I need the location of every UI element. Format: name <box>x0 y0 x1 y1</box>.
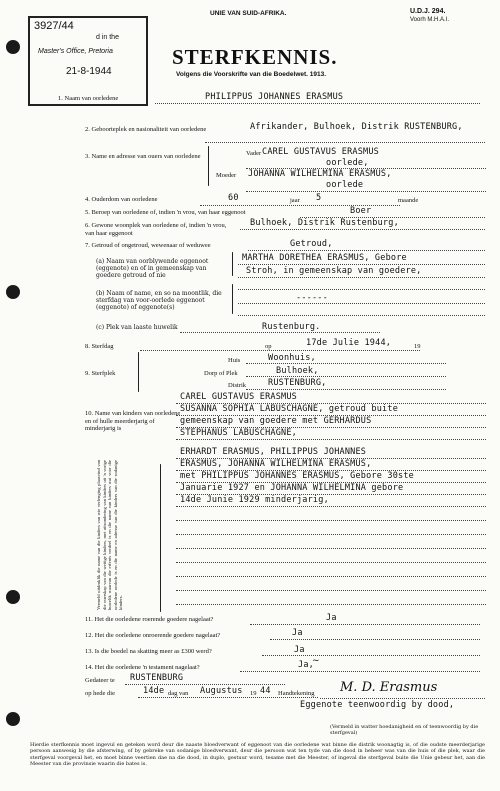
dotted-line <box>238 264 485 265</box>
dotted-line <box>240 671 480 672</box>
field-12-value: Ja <box>292 628 303 638</box>
age-years: 60 <box>228 193 239 203</box>
dotted-line <box>270 639 480 640</box>
field-14-value: Ja, <box>298 660 314 670</box>
punch-hole <box>6 285 20 299</box>
years-label: jaar <box>290 197 300 204</box>
field-9-label: 9. Sterfplek <box>85 370 116 377</box>
dotted-line <box>246 191 486 192</box>
year-prefix: 19 <box>250 690 257 697</box>
child-line: 14de Junie 1929 minderjarig, <box>180 495 329 505</box>
children-note: Vermeld uitdruklik die name van die kinders van wie verlenging plaasvind van die ouerskap van die wettige kinders, met uitsondering van kinders uit 'n vorige huwelik waarvan die erfenis verdeel is en die name van kinders wat voor die oorledene oorlede is en die name en adresse van die kinders van die sodanige kinders. <box>96 460 124 610</box>
field-3-label: 3. Name en adresse van ouers van oorledene <box>85 153 201 160</box>
page-title: STERFKENNIS. <box>172 45 338 69</box>
dotted-line <box>176 482 486 483</box>
child-line: ERHARDT ERASMUS, PHILIPPUS JOHANNES <box>180 447 367 457</box>
brace <box>208 146 209 186</box>
dotted-line <box>176 458 486 459</box>
punch-hole <box>6 590 20 604</box>
punch-hole <box>6 712 20 726</box>
dotted-line <box>176 604 486 605</box>
dotted-line <box>176 415 486 416</box>
day-value: 14de <box>143 686 165 696</box>
capacity-value: Eggenote teenwoordig by dood, <box>300 700 455 710</box>
day-label: op hede die <box>85 690 115 697</box>
field-5-label: 5. Beroep van oorledene of, indien 'n vrou, van haar eggenoot <box>85 209 246 216</box>
dotted-line <box>248 250 485 251</box>
field-13-label: 13. Is die boedel na skatting meer as £300 werd? <box>85 648 212 655</box>
brace <box>232 252 233 276</box>
field-2-label: 2. Geboorteplek en nasionaliteit van oorledene <box>85 126 207 133</box>
field-7a-value-1: MARTHA DORETHEA ERASMUS, Gebore <box>242 253 407 263</box>
field-6-label: 6. Gewone woonplek van oorledene of, indien 'n vrou, van haar eggenoot <box>85 222 227 237</box>
child-line: SUSANNA SOPHIA LABUSCHAGNE, getroud buite <box>180 404 399 414</box>
child-line: met PHILIPPUS JOHANNES ERASMUS, Gebore 30ste <box>180 471 414 481</box>
field-8-label: 8. Sterfdag <box>85 343 114 350</box>
field-7b-label: (b) Naam of name, en so na moontlik, die sterfdag van voor-oorlede eggenoot (eggenote) of eggenote(s) <box>96 290 222 311</box>
month-value: Augustus <box>200 686 243 696</box>
dotted-line <box>176 494 486 495</box>
brace <box>160 464 161 612</box>
field-8-value: 17de Julie 1944, <box>306 338 392 348</box>
field-7c-label: (c) Plek van laaste huwelik <box>96 324 178 331</box>
form-code: U.D.J. 294. <box>410 8 446 15</box>
stamp-office: Master's Office, Pretoria <box>38 48 113 55</box>
dotted-line <box>246 376 446 377</box>
district-label: Distrik <box>228 382 247 389</box>
dotted-line <box>140 350 420 351</box>
field-13-value: Ja <box>294 645 305 655</box>
dotted-line <box>180 332 380 333</box>
dotted-line <box>176 590 486 591</box>
age-months: 5 <box>316 193 322 203</box>
dotted-line <box>238 315 485 316</box>
brace <box>138 352 139 392</box>
field-11-value: Ja <box>326 613 337 623</box>
footer-instructions: Hierdie sterfkennis moet ingevul en geteken word deur die naaste bloedverwant of eggenoot van die oorledene wat binne die distrik woonagtig is, of die oudste meerderjarige persoon aanwesig by die afsterwing, of by gebreke van sodanige bloedverwant, deur die persoon wat ten tyde van die dood in beheer was van die huis of die plek, waar die sterfgeval voorgeval het, en moet binne veertien dae na die dood, in duplo, gestuur word, tesame met die Meester, of ingeval die sterfgeval buite die Unie gebeur het, aan die Meester van die provinsie waarin die bates is. <box>30 742 485 767</box>
child-line: ERASMUS, JOHANNA WILHELMINA ERASMUS, <box>180 459 372 469</box>
dotted-line <box>125 684 285 685</box>
child-line: Januarie 1927 en JOHANNA WILHELMINA gebore <box>180 483 404 493</box>
dotted-line <box>176 576 486 577</box>
field-7-label: 7. Getroud of ongetroud, wewenaar of weduwee <box>85 242 211 249</box>
dotted-line <box>176 562 486 563</box>
dotted-line <box>238 303 485 304</box>
page-subtitle: Volgens die Voorskrifte van die Boedelwet. 1913. <box>176 71 327 78</box>
field-1-value: PHILIPPUS JOHANNES ERASMUS <box>205 92 344 102</box>
masters-office-stamp <box>28 16 148 106</box>
field-1-label: 1. Naam van oorledene <box>58 95 119 102</box>
union-header: UNIE VAN SUID-AFRIKA. <box>210 10 287 17</box>
field-10-label: 10. Name van kinders van oorledene en of hulle meerderjarig of minderjarig is <box>85 410 181 432</box>
dotted-line <box>138 697 318 698</box>
dotted-line <box>240 229 485 230</box>
dotted-line <box>176 548 486 549</box>
mother-label: Moeder <box>216 172 237 179</box>
stamp-date: 21-8-1944 <box>66 66 112 77</box>
form-code-previous: Voorh M.H.A.I. <box>410 17 450 23</box>
dotted-line <box>176 470 486 471</box>
father-status: oorlede, <box>326 158 369 168</box>
dotted-line <box>320 698 485 699</box>
town-value: Bulhoek, <box>276 366 319 376</box>
testament-annotation: ~ <box>312 656 320 666</box>
field-4-label: 4. Ouderdom van oorledene <box>85 196 158 203</box>
dotted-line <box>176 427 486 428</box>
child-line: CAREL GUSTAVUS ERASMUS <box>180 392 297 402</box>
house-label: Huis <box>228 357 241 364</box>
stamp-number: 3927/44 <box>34 20 74 32</box>
stamp-line: d in the <box>96 34 119 41</box>
months-label: maande <box>398 197 419 204</box>
dotted-line <box>246 389 446 390</box>
house-value: Woonhuis, <box>268 353 316 363</box>
field-7c-value: Rustenburg. <box>262 322 321 332</box>
field-5-value: Boer <box>350 206 372 216</box>
field-14-label: 14. Het die oorledene 'n testament nagelaat? <box>85 664 200 671</box>
child-line: STEPHANUS LABUSCHAGNE, <box>180 428 297 438</box>
child-line: gemeenskap van goedere met GERHARDUS <box>180 416 372 426</box>
month-label: dag van <box>168 690 189 697</box>
field-2-value: Afrikander, Bulhoek, Distrik RUSTENBURG, <box>250 122 463 132</box>
field-7a-label: (a) Naam van oorblywende eggenoot (eggenote) en of in gemeenskap van goedere getroud of nie <box>96 258 209 279</box>
field-7b-value: ------ <box>296 293 328 303</box>
signature-label: Handtekening <box>278 690 315 697</box>
dated-at-value: RUSTENBURG <box>130 673 184 683</box>
capacity-note: (Vermeld in watter hoedanigheid en of teenwoordig by die sterfgeval) <box>330 724 479 736</box>
dotted-line <box>238 277 485 278</box>
dotted-line <box>176 439 486 440</box>
field-6-value: Bulhoek, Distrik Rustenburg, <box>250 218 399 228</box>
town-label: Dorp of Plek <box>204 370 238 377</box>
dotted-line <box>205 142 485 143</box>
field-8-year-prefix: 19 <box>414 343 421 350</box>
mother-name: JOHANNA WILHELMINA ERASMUS, <box>248 169 392 179</box>
field-7a-value-2: Stroh, in gemeenskap van goedere, <box>246 266 422 276</box>
dotted-line <box>262 655 480 656</box>
signature: M. D. Erasmus <box>340 680 438 695</box>
dotted-line <box>246 363 446 364</box>
brace <box>232 284 233 314</box>
dotted-line <box>176 534 486 535</box>
father-label: Vader <box>246 150 262 157</box>
mother-status: oorlede <box>326 180 364 190</box>
dotted-line <box>176 403 486 404</box>
punch-hole <box>6 40 20 54</box>
field-11-label: 11. Het die oorledene roerende goedere nagelaat? <box>85 616 214 623</box>
field-7-value: Getroud, <box>290 239 333 249</box>
dotted-line <box>238 289 485 290</box>
year-value: 44 <box>260 686 271 696</box>
dotted-line <box>250 624 480 625</box>
district-value: RUSTENBURG, <box>268 378 327 388</box>
father-name: CAREL GUSTAVUS ERASMUS <box>262 147 379 157</box>
dated-at-label: Gedateer te <box>85 677 115 684</box>
dotted-line <box>176 520 486 521</box>
dotted-line <box>176 506 486 507</box>
field-8-op: op <box>265 343 272 350</box>
field-12-label: 12. Het die oorledene onroerende goedere nagelaat? <box>85 632 221 639</box>
dotted-line <box>155 103 480 104</box>
children-note-box <box>96 460 156 610</box>
